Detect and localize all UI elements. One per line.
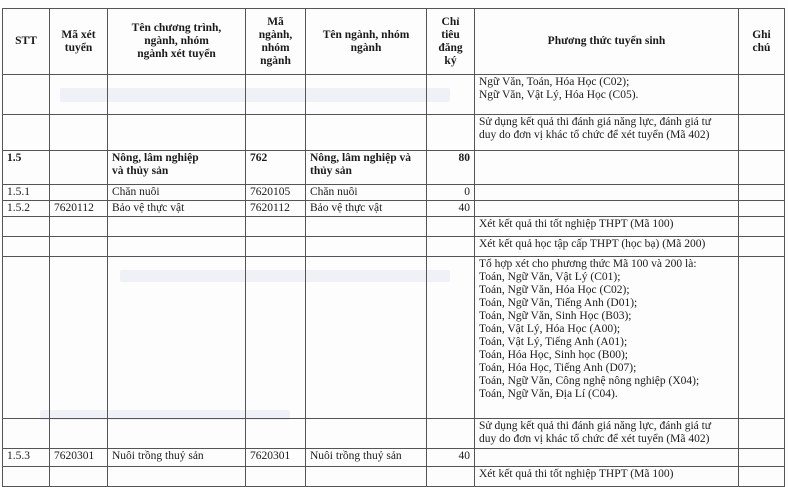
stt-cell: 1.5.3 xyxy=(3,449,50,467)
table-row xyxy=(3,237,785,257)
program-cell: Bảo vệ thực vật xyxy=(108,201,246,217)
header-ten-nganh: Tên ngành, nhóm ngành xyxy=(306,9,427,75)
combos-cell: Tổ hợp xét cho phương thức Mã 100 và 200 là: Toán, Ngữ Văn, Vật Lý (C01); Toán, Ngữ Văn, Hóa Học (C02); Toán, Ngữ Văn, Tiếng Anh (D01); Toán, Ngữ Văn, Sinh Học (B03); Toán, Vật Lý, Hóa Học (A00); Toán, Vật Lý, Tiếng Anh (A01); Toán, Hóa Học, Sinh học (B00); Toán, Hóa Học, Tiếng Anh (D07); Toán, Ngữ Văn, Công nghệ nông nghiệp (X04); Toán, Ngữ Văn, Địa Lí (C04). xyxy=(475,257,739,419)
quota-cell: 40 xyxy=(427,201,475,217)
row-1-5-1 xyxy=(3,185,785,201)
table-row xyxy=(3,75,785,115)
ma-xet-tuyen-cell: 7620112 xyxy=(50,201,108,217)
code-cell: 7620105 xyxy=(246,185,306,201)
ma-xet-tuyen-cell xyxy=(50,185,108,201)
table-row xyxy=(3,217,785,237)
stt-cell: 1.5.1 xyxy=(3,185,50,201)
header-ma-xet-tuyen: Mã xét tuyển xyxy=(50,9,108,75)
method-cell: Xét kết quả thi tốt nghiệp THPT (Mã 100) xyxy=(475,217,739,237)
major-cell: Bảo vệ thực vật xyxy=(306,201,427,217)
code-cell: 7620112 xyxy=(246,201,306,217)
quota-cell: 80 xyxy=(427,151,475,185)
program-cell: Nông, lâm nghiệp và thủy sản xyxy=(108,151,246,185)
header-row xyxy=(3,9,785,75)
major-cell: Nuôi trồng thuỷ sản xyxy=(306,449,427,467)
major-cell: Chăn nuôi xyxy=(306,185,427,201)
program-cell: Chăn nuôi xyxy=(108,185,246,201)
method-cell: Sử dụng kết quả thi đánh giá năng lực, đánh giá tư duy do đơn vị khác tổ chức để xét tuyển (Mã 402) xyxy=(475,115,739,151)
method-cell: Xét kết quả học tập cấp THPT (học bạ) (Mã 200) xyxy=(475,237,739,257)
method-cell: Xét kết quả thi tốt nghiệp THPT (Mã 100) xyxy=(475,467,739,487)
stt-cell: 1.5 xyxy=(3,151,50,185)
row-1-5-2 xyxy=(3,201,785,217)
stt-cell: 1.5.2 xyxy=(3,201,50,217)
header-ten-chuong-trinh: Tên chương trình, ngành, nhóm ngành xét tuyển xyxy=(108,9,246,75)
table-row xyxy=(3,467,785,487)
group-row-1-5 xyxy=(3,151,785,185)
method-cell: Ngữ Văn, Toán, Hóa Học (C02); Ngữ Văn, Vật Lý, Hóa Học (C05). xyxy=(475,75,739,115)
code-cell: 762 xyxy=(246,151,306,185)
table-row xyxy=(3,419,785,449)
header-ghi-chu: Ghi chú xyxy=(739,9,785,75)
major-cell: Nông, lâm nghiệp và thủy sản xyxy=(306,151,427,185)
admissions-table xyxy=(2,8,785,487)
quota-cell: 40 xyxy=(427,449,475,467)
program-cell: Nuôi trồng thuỷ sản xyxy=(108,449,246,467)
table-row xyxy=(3,257,785,419)
header-stt: STT xyxy=(3,9,50,75)
header-phuong-thuc: Phương thức tuyển sinh xyxy=(475,9,739,75)
header-ma-nganh: Mã ngành, nhóm ngành xyxy=(246,9,306,75)
method-cell: Sử dụng kết quả thi đánh giá năng lực, đánh giá tư duy do đơn vị khác tổ chức để xét tuyển (Mã 402) xyxy=(475,419,739,449)
row-1-5-3 xyxy=(3,449,785,467)
table-row xyxy=(3,115,785,151)
header-chi-tieu: Chỉ tiêu đăng ký xyxy=(427,9,475,75)
code-cell: 7620301 xyxy=(246,449,306,467)
ma-xet-tuyen-cell: 7620301 xyxy=(50,449,108,467)
quota-cell: 0 xyxy=(427,185,475,201)
